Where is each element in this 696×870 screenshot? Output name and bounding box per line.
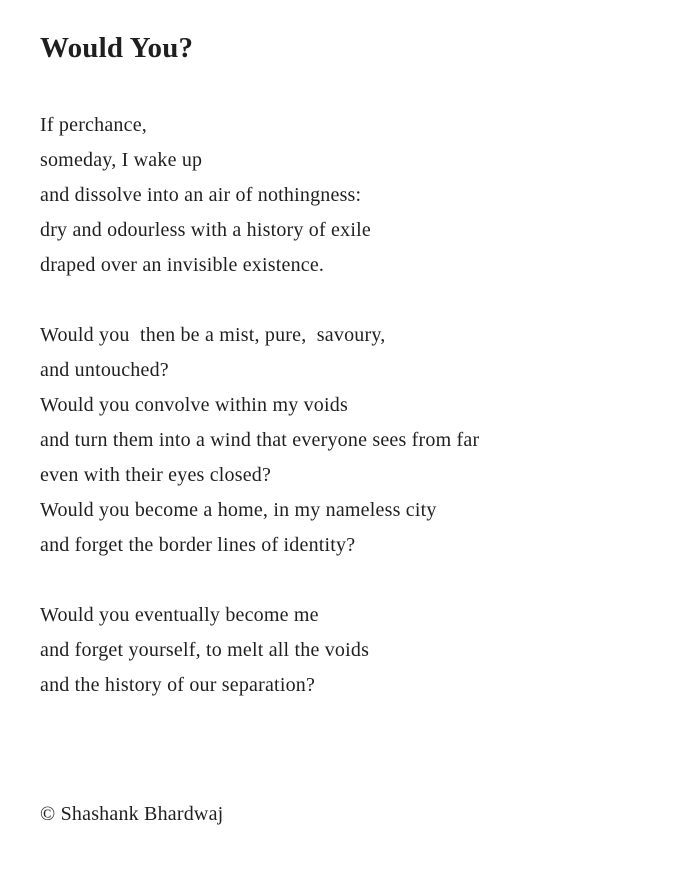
copyright-attribution: © Shashank Bhardwaj bbox=[40, 803, 224, 825]
poem-line: even with their eyes closed? bbox=[40, 464, 272, 486]
poem-line: someday, I wake up bbox=[40, 149, 203, 171]
poem-line: Would you become a home, in my nameless city bbox=[40, 499, 437, 521]
poem-line: and forget the border lines of identity? bbox=[40, 534, 356, 556]
poem-title: Would You? bbox=[40, 32, 194, 64]
stanza-2 bbox=[40, 318, 666, 563]
poem-line: Would you eventually become me bbox=[40, 604, 319, 626]
poem-line: and turn them into a wind that everyone sees from far bbox=[40, 429, 480, 451]
poem-line: dry and odourless with a history of exile bbox=[40, 219, 371, 241]
poem-line: draped over an invisible existence. bbox=[40, 254, 325, 276]
stanza-3 bbox=[40, 598, 666, 703]
poem-line: and dissolve into an air of nothingness: bbox=[40, 184, 362, 206]
poem-line: and forget yourself, to melt all the voids bbox=[40, 639, 370, 661]
poem-line: Would you convolve within my voids bbox=[40, 394, 348, 416]
poem-line: If perchance, bbox=[40, 114, 147, 136]
poem-line: and untouched? bbox=[40, 359, 169, 381]
stanza-1 bbox=[40, 108, 666, 283]
poem-line: and the history of our separation? bbox=[40, 674, 316, 696]
poem-line: Would you then be a mist, pure, savoury, bbox=[40, 324, 386, 346]
